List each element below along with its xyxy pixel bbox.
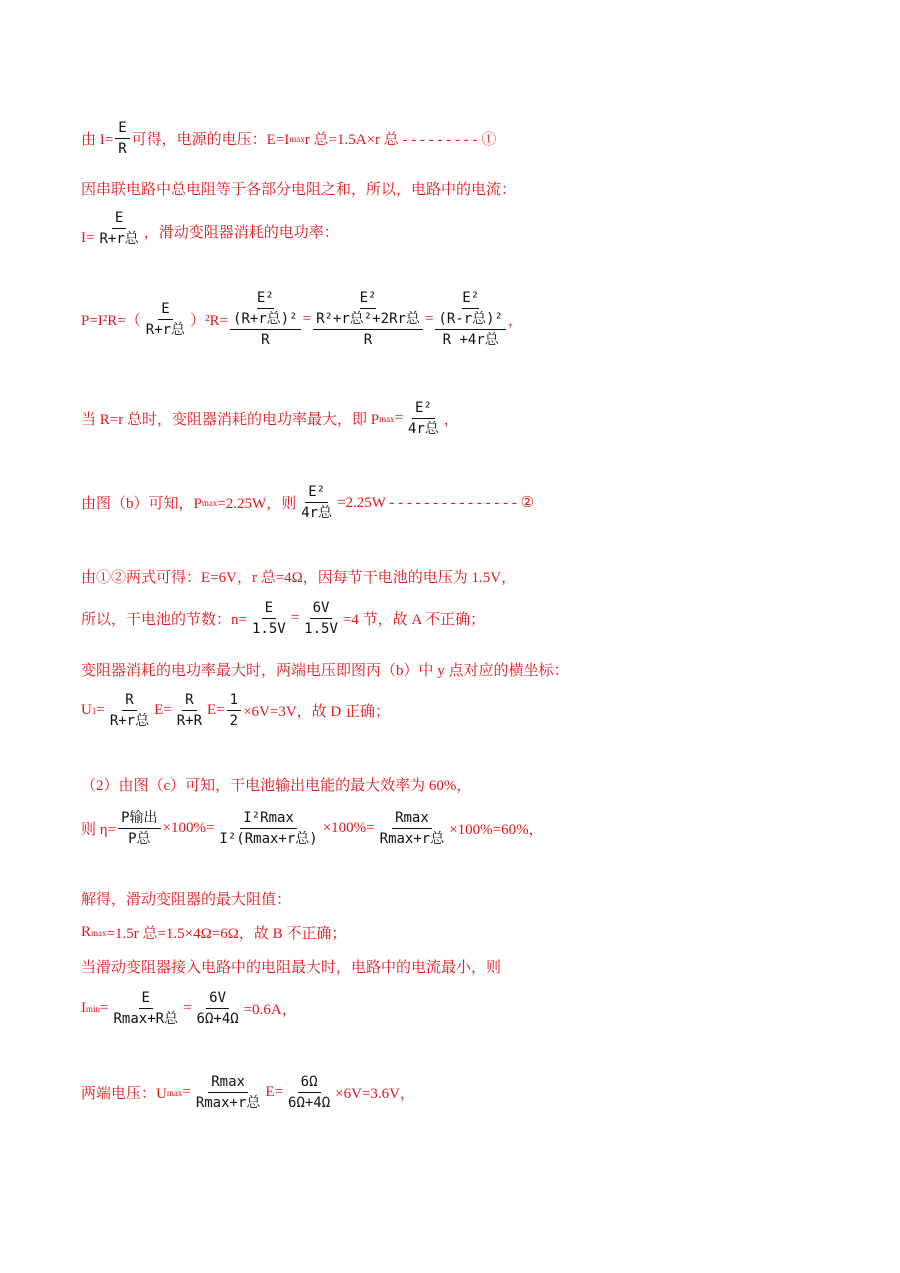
text-line-9 (81, 659, 569, 680)
paragraph: 由①②两式可得：E=6V，r 总=4Ω，因每节干电池的电压为 1.5V， (81, 570, 517, 586)
text: U (81, 702, 92, 718)
text: ×100%= (322, 820, 375, 836)
numerator: E (262, 598, 276, 619)
text: ）²R= (190, 312, 229, 329)
text: = (183, 1000, 192, 1016)
denominator: R+r总 (145, 321, 186, 338)
denominator: 6Ω+4Ω (196, 1011, 239, 1027)
numerator (313, 288, 423, 330)
text: =4 节，故 A 不正确； (342, 612, 486, 628)
fraction (285, 1072, 333, 1113)
paragraph: 因串联电路中总电阻等于各部分电阻之和，所以，电路中的电流： (81, 182, 517, 198)
text: 则 η= (81, 822, 117, 838)
numerator: 6Ω (298, 1072, 321, 1093)
denominator: R+r总 (109, 713, 150, 729)
numerator (230, 288, 301, 330)
equation-line-5 (81, 398, 459, 439)
denominator: R+r总 (99, 231, 139, 247)
equation-line-1 (81, 118, 496, 159)
fraction (227, 690, 241, 731)
subscript: max (379, 413, 395, 424)
numerator: E (115, 118, 129, 139)
text-line-2 (81, 178, 516, 199)
text: r 总=1.5A×r 总 - - - - - - - - - ① (304, 132, 497, 148)
fraction (143, 299, 188, 340)
fraction (193, 1072, 264, 1113)
text: 由 I= (81, 132, 114, 148)
text: ×100%= (162, 820, 215, 836)
numerator: R (122, 690, 136, 711)
numerator: 6V (206, 988, 229, 1009)
text: = (302, 310, 312, 327)
text-line-15 (81, 956, 501, 977)
text: E= (207, 702, 225, 718)
text: ×100%=60%， (449, 822, 544, 838)
subscript: max (91, 927, 107, 938)
equation-line-12 (81, 808, 544, 849)
denominator: R (261, 332, 270, 348)
text: I= (81, 230, 95, 246)
equation-line-16 (81, 988, 297, 1029)
text: P=I²R=（ (81, 312, 141, 329)
numerator: E² (412, 398, 435, 419)
text: 两端电压：U (81, 1086, 167, 1102)
inner-numerator: E² (257, 288, 274, 309)
text: = (96, 702, 105, 718)
denominator: R (118, 141, 127, 157)
text: = (394, 410, 404, 426)
text: = (424, 310, 434, 327)
fraction (110, 988, 181, 1029)
text: ，滑动变阻器消耗的电功率： (143, 225, 339, 241)
inner-numerator: E² (462, 288, 479, 309)
inner-numerator: E² (360, 288, 377, 309)
fraction (249, 598, 289, 639)
numerator: Rmax (392, 808, 432, 829)
numerator: 1 (227, 690, 241, 711)
text-line-13 (81, 888, 291, 909)
subscript: min (86, 1003, 101, 1014)
text: ， (443, 412, 459, 428)
denominator: Rmax+r总 (379, 831, 445, 847)
text: = (100, 1000, 109, 1016)
den-tail: +4r总 (459, 332, 499, 348)
fraction (96, 208, 141, 249)
numerator: I²Rmax (240, 808, 297, 829)
text: =1.5r 总=1.5×4Ω=6Ω，故 B 不正确； (106, 926, 347, 942)
fraction (216, 808, 320, 849)
paragraph: 解得，滑动变阻器的最大阻值： (81, 892, 292, 908)
subscript: max (289, 133, 305, 144)
denominator: Rmax+R总 (113, 1011, 179, 1027)
denominator: 1.5V (304, 621, 338, 637)
inner-denominator: (R-r总)² (438, 311, 503, 327)
text: 当 R=r 总时，变阻器消耗的电功率最大，即 P (81, 412, 380, 428)
fraction (301, 598, 341, 639)
denominator: R+R (176, 713, 203, 729)
equation-line-4 (81, 288, 523, 350)
subscript: max (166, 1087, 183, 1098)
text: = (290, 610, 300, 626)
numerator: E (139, 988, 153, 1009)
paragraph: 当滑动变阻器接入电路中的电阻最大时，电路中的电流最小，则 (81, 960, 502, 976)
compound-fraction (313, 288, 423, 350)
numerator: 6V (310, 598, 333, 619)
inner-denominator: R²+r总²+2Rr总 (316, 311, 420, 327)
compound-fraction (435, 288, 506, 350)
text: =2.25W - - - - - - - - - - - - - - - ② (337, 495, 535, 511)
equation-line-6 (81, 482, 534, 523)
text: I (81, 1000, 86, 1016)
denominator: R (363, 332, 373, 348)
fraction (107, 690, 152, 731)
text: E= (265, 1084, 284, 1100)
equation-line-8 (81, 598, 485, 639)
denominator: 2 (229, 713, 239, 729)
fraction (115, 118, 129, 159)
denominator: 6Ω+4Ω (288, 1095, 331, 1111)
text: ， (507, 312, 523, 329)
text-line-14 (81, 922, 346, 943)
equation-line-3 (81, 208, 339, 249)
paragraph: 变阻器消耗的电功率最大时，两端电压即图丙（b）中 y 点对应的横坐标： (81, 663, 569, 679)
fraction (377, 808, 448, 849)
text-line-7 (81, 566, 516, 587)
denominator: 4r总 (301, 505, 333, 521)
equation-line-10 (81, 690, 390, 731)
denominator: Rmax+r总 (195, 1095, 261, 1111)
paragraph: （2）由图（c）可知，干电池输出电能的最大效率为 60%， (81, 778, 472, 794)
numerator: P输出 (118, 808, 160, 829)
subscript: 1 (91, 705, 97, 716)
text: 由图（b）可知，P (81, 496, 202, 512)
subscript: max (201, 497, 218, 508)
fraction (118, 808, 160, 849)
denominator: 4r总 (408, 421, 439, 437)
text: E= (154, 702, 172, 718)
text: 所以，干电池的节数：n= (81, 612, 247, 628)
inner-denominator: (R+r总)² (233, 311, 298, 327)
fraction (194, 988, 242, 1029)
fraction (174, 690, 205, 731)
text-line-11 (81, 774, 471, 795)
text: = (182, 1084, 191, 1100)
fraction (298, 482, 335, 523)
numerator: E (158, 299, 172, 320)
text: =2.25W，则 (217, 496, 297, 512)
numerator: Rmax (208, 1072, 248, 1093)
denominator: I²(Rmax+r总) (219, 831, 318, 847)
text: =0.6A， (243, 1002, 297, 1018)
text: 可得，电源的电压：E=I (131, 132, 290, 148)
text: R (81, 924, 92, 940)
denominator: P总 (128, 831, 151, 847)
fraction (405, 398, 442, 439)
numerator: R (182, 690, 196, 711)
numerator (435, 288, 506, 330)
denominator (440, 330, 502, 350)
compound-fraction (230, 288, 301, 350)
denominator: 1.5V (251, 621, 286, 637)
text: ×6V=3V，故 D 正确； (243, 704, 391, 720)
den-term: R (442, 332, 452, 348)
text: ×6V=3.6V， (335, 1086, 416, 1102)
numerator: E² (305, 482, 328, 503)
equation-line-17 (81, 1072, 415, 1113)
numerator: E (112, 208, 126, 229)
